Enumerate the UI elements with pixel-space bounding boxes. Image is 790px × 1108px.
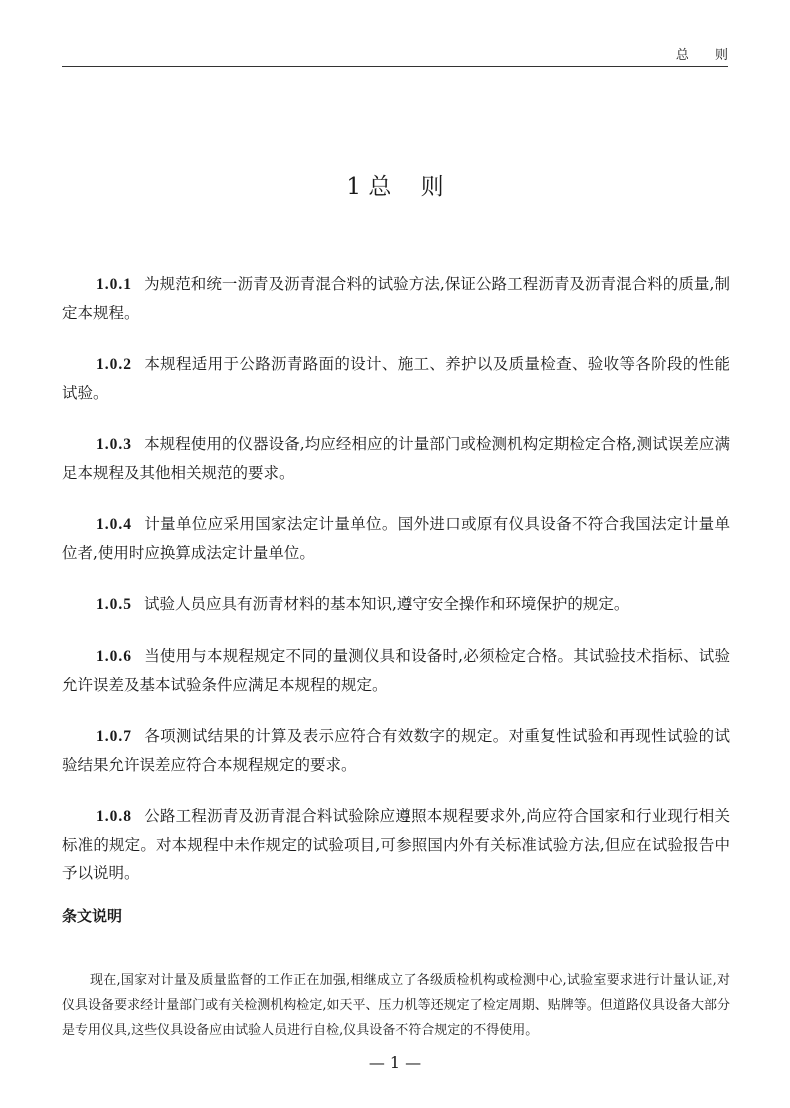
page-number: — 1 — xyxy=(368,1053,422,1072)
clause-number: 1.0.6 xyxy=(96,648,132,665)
clause-number: 1.0.5 xyxy=(96,596,132,613)
clause-text: 为规范和统一沥青及沥青混合料的试验方法,保证公路工程沥青及沥青混合料的质量,制定本规程。 xyxy=(62,275,730,322)
header-rule xyxy=(62,66,728,67)
clause-1-0-7 xyxy=(62,722,730,779)
clause-text: 计量单位应采用国家法定计量单位。国外进口或原有仪具设备不符合我国法定计量单位者,使用时应换算成法定计量单位。 xyxy=(62,515,730,562)
notes-body: 现在,国家对计量及质量监督的工作正在加强,相继成立了各级质检机构或检测中心,试验室要求进行计量认证,对仪具设备要求经计量部门或有关检测机构检定,如天平、压力机等还规定了检定周期、贴牌等。但道路仪具设备大部分是专用仪具,这些仪具设备应由试验人员进行自检,仪具设备不符合规定的不得使用。 xyxy=(62,973,730,1038)
clause-number: 1.0.1 xyxy=(96,276,132,293)
clause-1-0-1 xyxy=(62,270,730,327)
clause-number: 1.0.2 xyxy=(96,356,132,373)
clause-text: 各项测试结果的计算及表示应符合有效数字的规定。对重复性试验和再现性试验的试验结果允许误差应符合本规程规定的要求。 xyxy=(62,727,730,774)
clause-1-0-8 xyxy=(62,802,730,887)
chapter-title: 1 总 则 xyxy=(346,174,444,200)
clause-1-0-4 xyxy=(62,510,730,567)
clause-list xyxy=(62,270,730,910)
clause-text: 本规程适用于公路沥青路面的设计、施工、养护以及质量检查、验收等各阶段的性能试验。 xyxy=(62,355,730,402)
clause-1-0-5 xyxy=(62,590,730,619)
clause-text: 试验人员应具有沥青材料的基本知识,遵守安全操作和环境保护的规定。 xyxy=(144,595,630,613)
clause-text: 当使用与本规程规定不同的量测仪具和设备时,必须检定合格。其试验技术指标、试验允许误差及基本试验条件应满足本规程的规定。 xyxy=(62,647,730,694)
clause-number: 1.0.8 xyxy=(96,808,132,825)
clause-1-0-3 xyxy=(62,430,730,487)
clause-text: 公路工程沥青及沥青混合料试验除应遵照本规程要求外,尚应符合国家和行业现行相关标准的规定。对本规程中未作规定的试验项目,可参照国内外有关标准试验方法,但应在试验报告中予以说明。 xyxy=(62,807,730,882)
clause-1-0-2 xyxy=(62,350,730,407)
clause-1-0-6 xyxy=(62,642,730,699)
clause-text: 本规程使用的仪器设备,均应经相应的计量部门或检测机构定期检定合格,测试误差应满足本规程及其他相关规范的要求。 xyxy=(62,435,730,482)
notes-heading: 条文说明 xyxy=(62,907,123,925)
clause-number: 1.0.3 xyxy=(96,436,132,453)
clause-number: 1.0.4 xyxy=(96,516,132,533)
running-header: 总 则 xyxy=(675,48,728,63)
clause-number: 1.0.7 xyxy=(96,728,132,745)
